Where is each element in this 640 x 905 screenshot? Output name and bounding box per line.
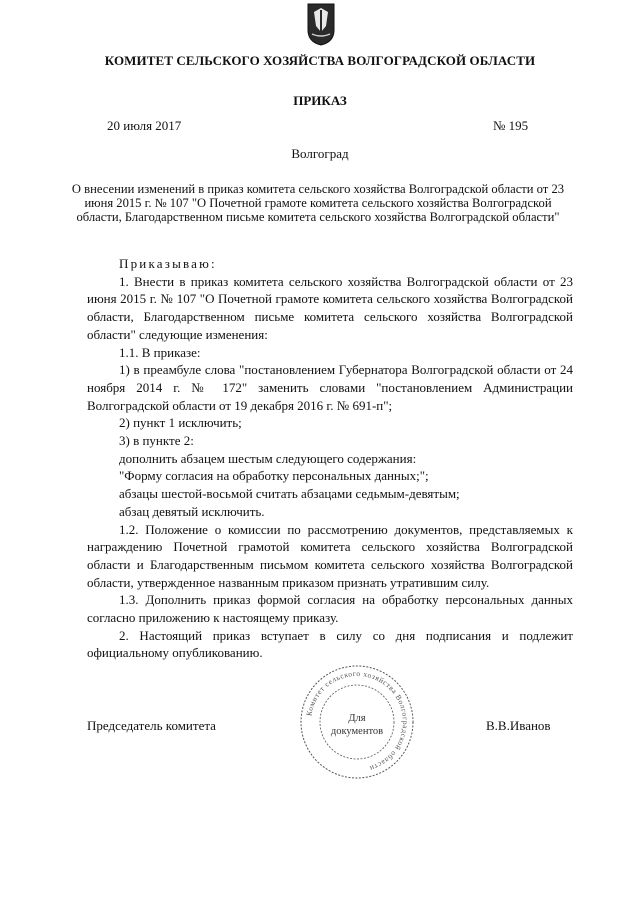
document-date: 20 июля 2017 bbox=[107, 118, 182, 133]
stamp-center-word-2: документов bbox=[330, 726, 384, 737]
paragraph-1-3: 1.3. Дополнить приказ формой согласия на обработку персональных данных согласно приложению к настоящему приказу. bbox=[87, 592, 573, 626]
paragraph-1-2: 1.2. Положение о комиссии по рассмотрению документов, представляемых к награждению Почетной грамотой комитета сельского хозяйства Волгоградской области и Благодарственным письмом комитета сельского хозяйства Волгоградской области, утвержденное названным приказом признать утратившим силу. bbox=[87, 521, 573, 590]
document-city: Волгоград bbox=[291, 146, 349, 161]
paragraph-1-1-item-2: 2) пункт 1 исключить; bbox=[119, 415, 242, 431]
paragraph-1-1-item-3-line-3: абзацы шестой-восьмой считать абзацами седьмым-девятым; bbox=[119, 486, 460, 502]
committee-name: КОМИТЕТ СЕЛЬСКОГО ХОЗЯЙСТВА ВОЛГОГРАДСКОЙ ОБЛАСТИ bbox=[104, 53, 536, 68]
document-body bbox=[87, 255, 573, 662]
paragraph-1-1-item-3-line-4: абзац девятый исключить. bbox=[119, 503, 265, 519]
signer-title: Председатель комитета bbox=[87, 718, 216, 733]
signer-name: В.В.Иванов bbox=[486, 718, 551, 733]
paragraph-1-1-item-3-line-1: дополнить абзацем шестым следующего содержания: bbox=[119, 450, 417, 466]
document-subject: О внесении изменений в приказ комитета сельского хозяйства Волгоградской области от 23 июня 2015 г. № 107 "О Почетной грамоте комитета сельского хозяйства Волгоградской области, Благодарственном письме комитета сельского хозяйства Волгоградской области" bbox=[71, 182, 565, 225]
coat-of-arms-icon bbox=[306, 2, 336, 46]
stamp-ring-text: Комитет сельского хозяйства Волгоградской области bbox=[304, 668, 411, 774]
document-number: № 195 bbox=[493, 118, 529, 133]
paragraph-1: 1. Внести в приказ комитета сельского хозяйства Волгоградской области от 23 июня 2015 г. № 107 "О Почетной грамоте комитета сельского хозяйства Волгоградской области, Благодарственном письме комитета сельского хозяйства Волгоградской области" следующие изменения: bbox=[87, 273, 573, 342]
document-type: ПРИКАЗ bbox=[293, 93, 347, 108]
stamp-seal-icon bbox=[298, 663, 416, 781]
paragraph-1-1: 1.1. В приказе: bbox=[119, 344, 201, 360]
paragraph-1-1-item-3-line-2: "Форму согласия на обработку персональных данных;"; bbox=[119, 468, 429, 484]
paragraph-2: 2. Настоящий приказ вступает в силу со дня подписания и подлежит официальному опубликованию. bbox=[87, 627, 573, 661]
paragraph-1-1-item-3: 3) в пункте 2: bbox=[119, 433, 194, 449]
paragraph-1-1-item-1: 1) в преамбуле слова "постановлением Губернатора Волгоградской области от 24 ноября 2014 г. № 172" заменить словами "постановлением Администрации Волгоградской области от 19 декабря 2016 г. № 691-п"; bbox=[87, 362, 573, 413]
stamp-center-word-1: Для bbox=[348, 713, 366, 724]
order-word: Приказываю: bbox=[119, 256, 217, 271]
